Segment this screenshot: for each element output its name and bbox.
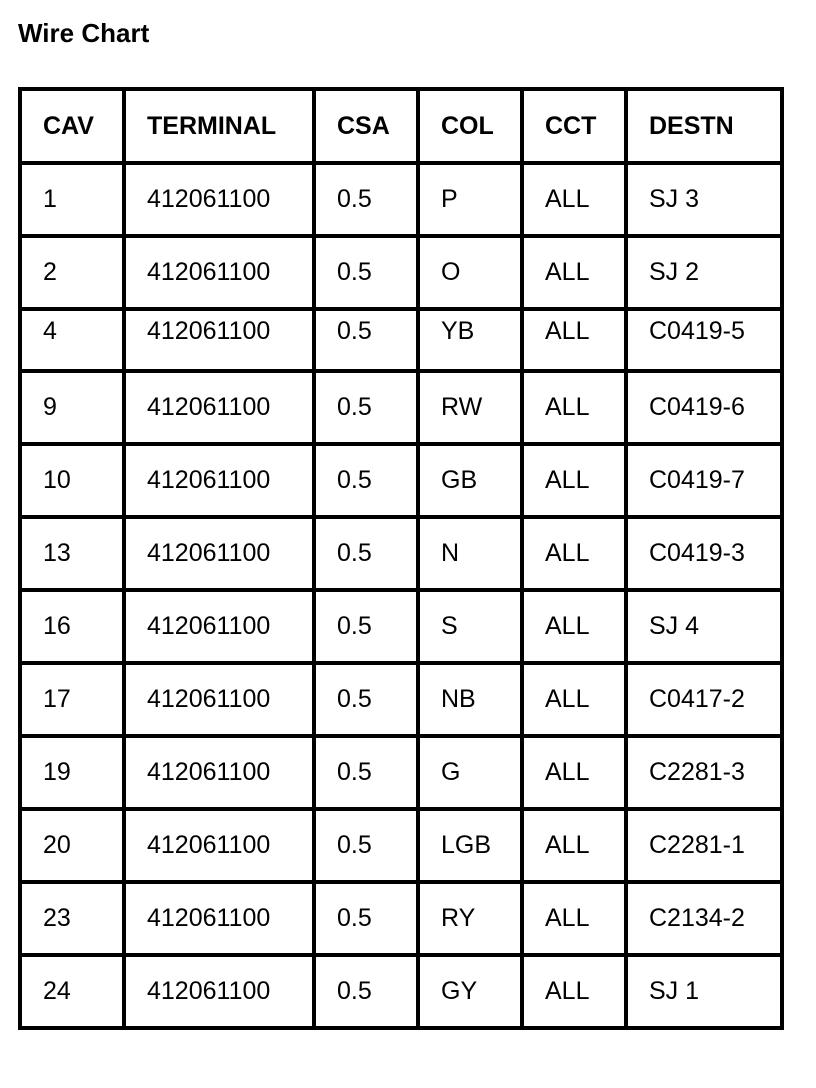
cell-cct: ALL xyxy=(522,955,626,1028)
cell-cav: 20 xyxy=(20,809,124,882)
cell-col: GB xyxy=(418,444,522,517)
cell-cct: ALL xyxy=(522,809,626,882)
cell-destn: C2281-1 xyxy=(626,809,782,882)
cell-terminal: 412061100 xyxy=(124,371,314,444)
table-row xyxy=(20,955,782,1028)
cell-terminal: 412061100 xyxy=(124,736,314,809)
cell-csa: 0.5 xyxy=(314,371,418,444)
cell-cct: ALL xyxy=(522,882,626,955)
cell-csa: 0.5 xyxy=(314,809,418,882)
column-header-col: COL xyxy=(418,89,522,163)
column-header-terminal: TERMINAL xyxy=(124,89,314,163)
cell-col: O xyxy=(418,236,522,309)
cell-terminal: 412061100 xyxy=(124,955,314,1028)
cell-destn: SJ 3 xyxy=(626,163,782,236)
cell-destn: C0417-2 xyxy=(626,663,782,736)
table-header-row xyxy=(20,89,782,163)
cell-cct: ALL xyxy=(522,236,626,309)
cell-csa: 0.5 xyxy=(314,736,418,809)
cell-cct: ALL xyxy=(522,517,626,590)
column-header-csa: CSA xyxy=(314,89,418,163)
cell-col: RW xyxy=(418,371,522,444)
cell-cav: 24 xyxy=(20,955,124,1028)
cell-cct: ALL xyxy=(522,736,626,809)
cell-terminal: 412061100 xyxy=(124,663,314,736)
cell-csa: 0.5 xyxy=(314,444,418,517)
column-header-cav: CAV xyxy=(20,89,124,163)
column-header-destn: DESTN xyxy=(626,89,782,163)
table-row xyxy=(20,444,782,517)
table-row xyxy=(20,590,782,663)
table-row xyxy=(20,882,782,955)
cell-destn: C2281-3 xyxy=(626,736,782,809)
cell-terminal: 412061100 xyxy=(124,590,314,663)
cell-destn: C0419-3 xyxy=(626,517,782,590)
cell-cct: ALL xyxy=(522,371,626,444)
cell-col: S xyxy=(418,590,522,663)
table-row xyxy=(20,809,782,882)
cell-destn: SJ 2 xyxy=(626,236,782,309)
cell-col: YB xyxy=(418,309,522,371)
cell-col: P xyxy=(418,163,522,236)
cell-destn: SJ 4 xyxy=(626,590,782,663)
cell-col: LGB xyxy=(418,809,522,882)
cell-col: GY xyxy=(418,955,522,1028)
cell-cav: 9 xyxy=(20,371,124,444)
cell-col: NB xyxy=(418,663,522,736)
cell-cav: 16 xyxy=(20,590,124,663)
cell-destn: C0419-6 xyxy=(626,371,782,444)
cell-csa: 0.5 xyxy=(314,517,418,590)
cell-terminal: 412061100 xyxy=(124,236,314,309)
table-row xyxy=(20,236,782,309)
cell-col: G xyxy=(418,736,522,809)
cell-terminal: 412061100 xyxy=(124,809,314,882)
cell-destn: SJ 1 xyxy=(626,955,782,1028)
cell-cav: 13 xyxy=(20,517,124,590)
table-row xyxy=(20,663,782,736)
cell-cav: 4 xyxy=(20,309,124,371)
cell-csa: 0.5 xyxy=(314,309,418,371)
cell-csa: 0.5 xyxy=(314,590,418,663)
page-title: Wire Chart xyxy=(18,18,150,48)
cell-terminal: 412061100 xyxy=(124,309,314,371)
cell-destn: C0419-7 xyxy=(626,444,782,517)
cell-terminal: 412061100 xyxy=(124,517,314,590)
cell-destn: C0419-5 xyxy=(626,309,782,371)
cell-cav: 1 xyxy=(20,163,124,236)
column-header-cct: CCT xyxy=(522,89,626,163)
cell-csa: 0.5 xyxy=(314,663,418,736)
table-row xyxy=(20,163,782,236)
cell-cct: ALL xyxy=(522,590,626,663)
table-row xyxy=(20,517,782,590)
cell-cct: ALL xyxy=(522,309,626,371)
cell-col: RY xyxy=(418,882,522,955)
cell-csa: 0.5 xyxy=(314,882,418,955)
cell-col: N xyxy=(418,517,522,590)
cell-cav: 10 xyxy=(20,444,124,517)
cell-csa: 0.5 xyxy=(314,955,418,1028)
cell-terminal: 412061100 xyxy=(124,444,314,517)
cell-cav: 19 xyxy=(20,736,124,809)
cell-terminal: 412061100 xyxy=(124,163,314,236)
cell-cav: 23 xyxy=(20,882,124,955)
table-row xyxy=(20,371,782,444)
table-row xyxy=(20,736,782,809)
cell-csa: 0.5 xyxy=(314,163,418,236)
cell-cav: 17 xyxy=(20,663,124,736)
cell-csa: 0.5 xyxy=(314,236,418,309)
cell-destn: C2134-2 xyxy=(626,882,782,955)
cell-terminal: 412061100 xyxy=(124,882,314,955)
cell-cav: 2 xyxy=(20,236,124,309)
cell-cct: ALL xyxy=(522,444,626,517)
cell-cct: ALL xyxy=(522,163,626,236)
table-row xyxy=(20,309,782,371)
wire-chart-table xyxy=(18,87,784,1030)
cell-cct: ALL xyxy=(522,663,626,736)
